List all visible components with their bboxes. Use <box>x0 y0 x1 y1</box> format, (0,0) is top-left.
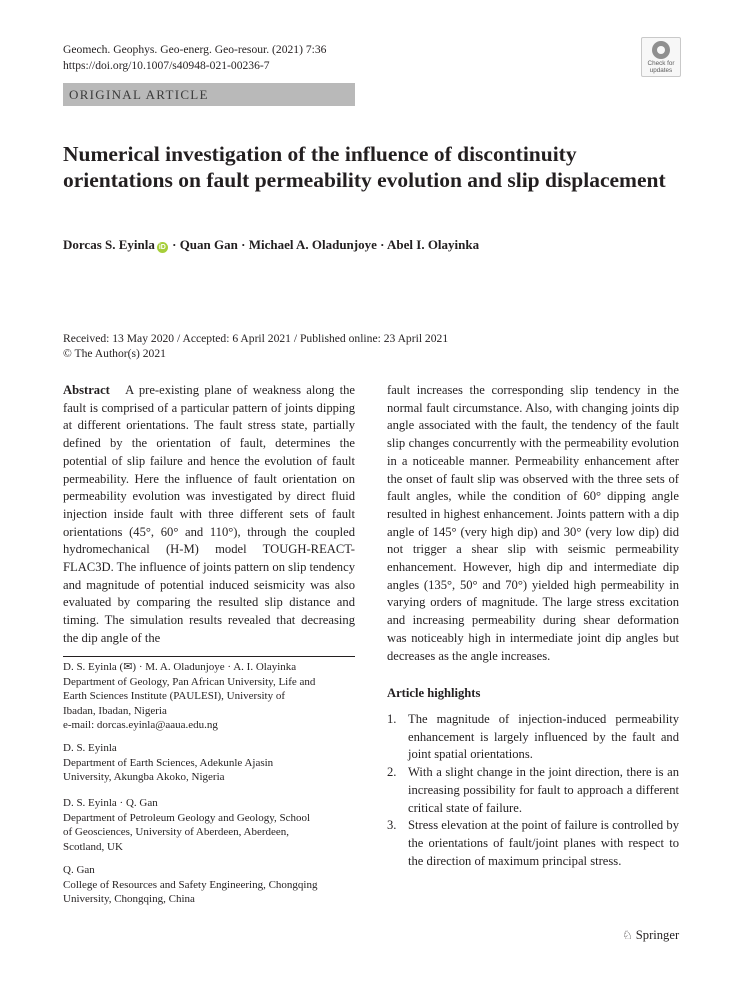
affiliation-names: D. S. Eyinla · Q. Gan <box>63 797 158 809</box>
affiliation-names: Q. Gan <box>63 864 95 876</box>
author-others[interactable]: · Quan Gan · Michael A. Oladunjoye · Abel I. Olayinka <box>172 237 480 252</box>
affiliation-names: D. S. Eyinla <box>63 742 117 754</box>
date-history: Received: 13 May 2020 / Accepted: 6 April 2021 / Published online: 23 April 2021 <box>63 332 449 345</box>
springer-horse-icon: ♘ <box>622 928 633 942</box>
orcid-icon[interactable]: iD <box>158 244 166 251</box>
abstract-heading: Abstract <box>63 383 110 397</box>
affiliation-block <box>63 863 355 907</box>
highlight-text: Stress elevation at the point of failure is controlled by the orientations of fault/joint planes with respect to the direction of maximum principal stress. <box>408 818 679 868</box>
author-first[interactable]: Dorcas S. Eyinla <box>63 237 155 252</box>
abstract-text-left: A pre-existing plane of weakness along the fault is comprised of a particular pattern of joints dipping at different orientations. The fault stress state, partially defined by the orientation of fault, determines the potential of slip failure and hence the evolution of fault permeability. Here the influence of fault orientation on permeability evolution was investigated by direct fluid injection inside fault with three different sets of fault orientations (45°, 60° and 110°), through the coupled hydromechanical (H-M) model TOUGH-REACT-FLAC3D. The influence of joints pattern on slip tendency and magnitude of potential induced seismicity was also evaluated by comparing the resulted slip distance and timing. The simulation results revealed that decreasing the dip angle of the <box>63 383 355 645</box>
publisher-logo <box>622 928 679 943</box>
highlight-number: 2. <box>387 765 397 780</box>
journal-header <box>63 42 326 74</box>
highlight-number: 1. <box>387 712 397 726</box>
affiliation-block <box>63 741 355 785</box>
affiliation-line: Scotland, UK <box>63 840 123 853</box>
affiliation-block <box>63 660 355 733</box>
check-for-updates-icon <box>652 41 670 59</box>
highlight-text: The magnitude of injection-induced permeability enhancement is largely influenced by the fault and joint spatial orientations. <box>408 712 679 762</box>
abstract-left-column <box>63 382 355 648</box>
affiliation-line: of Geosciences, University of Aberdeen, Aberdeen, <box>63 826 290 839</box>
affiliation-names: D. S. Eyinla (✉) · M. A. Oladunjoye · A. I. Olayinka <box>63 661 297 673</box>
check-for-updates-badge[interactable] <box>641 37 681 77</box>
article-type-banner: ORIGINAL ARTICLE <box>63 83 355 106</box>
affiliation-line: University, Akungba Akoko, Nigeria <box>63 771 225 784</box>
publisher-name: Springer <box>635 928 680 942</box>
highlight-text: With a slight change in the joint direction, there is an increasing possibility for fault to approach a different critical state of failure. <box>408 765 679 815</box>
badge-line-2: updates <box>649 67 673 74</box>
journal-citation: Geomech. Geophys. Geo-energ. Geo-resour. (2021) 7:36 <box>63 43 327 56</box>
affiliation-line: Department of Petroleum Geology and Geology, School <box>63 811 311 824</box>
affiliation-line: Department of Geology, Pan African University, Life and <box>63 675 316 688</box>
doi-link[interactable]: https://doi.org/10.1007/s40948-021-00236-7 <box>63 59 270 72</box>
affiliation-line: Ibadan, Ibadan, Nigeria <box>63 704 167 717</box>
affiliation-line: Department of Earth Sciences, Adekunle Ajasin <box>63 756 274 769</box>
highlights-heading: Article highlights <box>387 686 481 700</box>
abstract-right-column: fault increases the corresponding slip tendency in the normal fault circumstance. Also, with changing joints dip angle associated with the fault, the tendency of the fault slip changes concurrently with the permeability evolution in a noticeable manner. Permeability enhancement after the onset of fault slip was observed with the three sets of fault angles, while the condition of 60° dipping angle resulted in highest enhancement. Joints pattern with a dip angle of 145° (very high dip) and 30° (very low dip) did not trigger a shear slip with seismic permeability enhancement. However, high dip and intermediate dip angles (135°, 50° and 70°) yielded high permeability in varying orders of magnitude. The large stress excitation and increasing permeability during shear deformation was noticeably high in intermediate joint dip angles but decreases as the angle increases. <box>387 383 679 663</box>
affiliation-line: Earth Sciences Institute (PAULESI), University of <box>63 690 285 703</box>
highlight-item <box>387 764 679 817</box>
copyright-line: © The Author(s) 2021 <box>63 347 166 360</box>
affiliation-line: College of Resources and Safety Engineering, Chongqing <box>63 878 318 891</box>
highlight-number: 3. <box>387 818 397 833</box>
highlight-item <box>387 817 679 870</box>
highlights-list <box>387 711 679 870</box>
affiliation-email[interactable]: e-mail: dorcas.eyinla@aaua.edu.ng <box>63 719 218 732</box>
affiliation-block <box>63 796 355 854</box>
affiliation-line: University, Chongqing, China <box>63 893 195 906</box>
badge-line-1: Check for <box>647 60 675 67</box>
author-list <box>63 237 479 253</box>
highlight-item <box>387 711 679 764</box>
publication-dates <box>63 331 448 361</box>
footnote-divider <box>63 656 355 657</box>
paper-title: Numerical investigation of the influence of discontinuity orientations on fault permeability evolution and slip displacement <box>63 142 666 192</box>
